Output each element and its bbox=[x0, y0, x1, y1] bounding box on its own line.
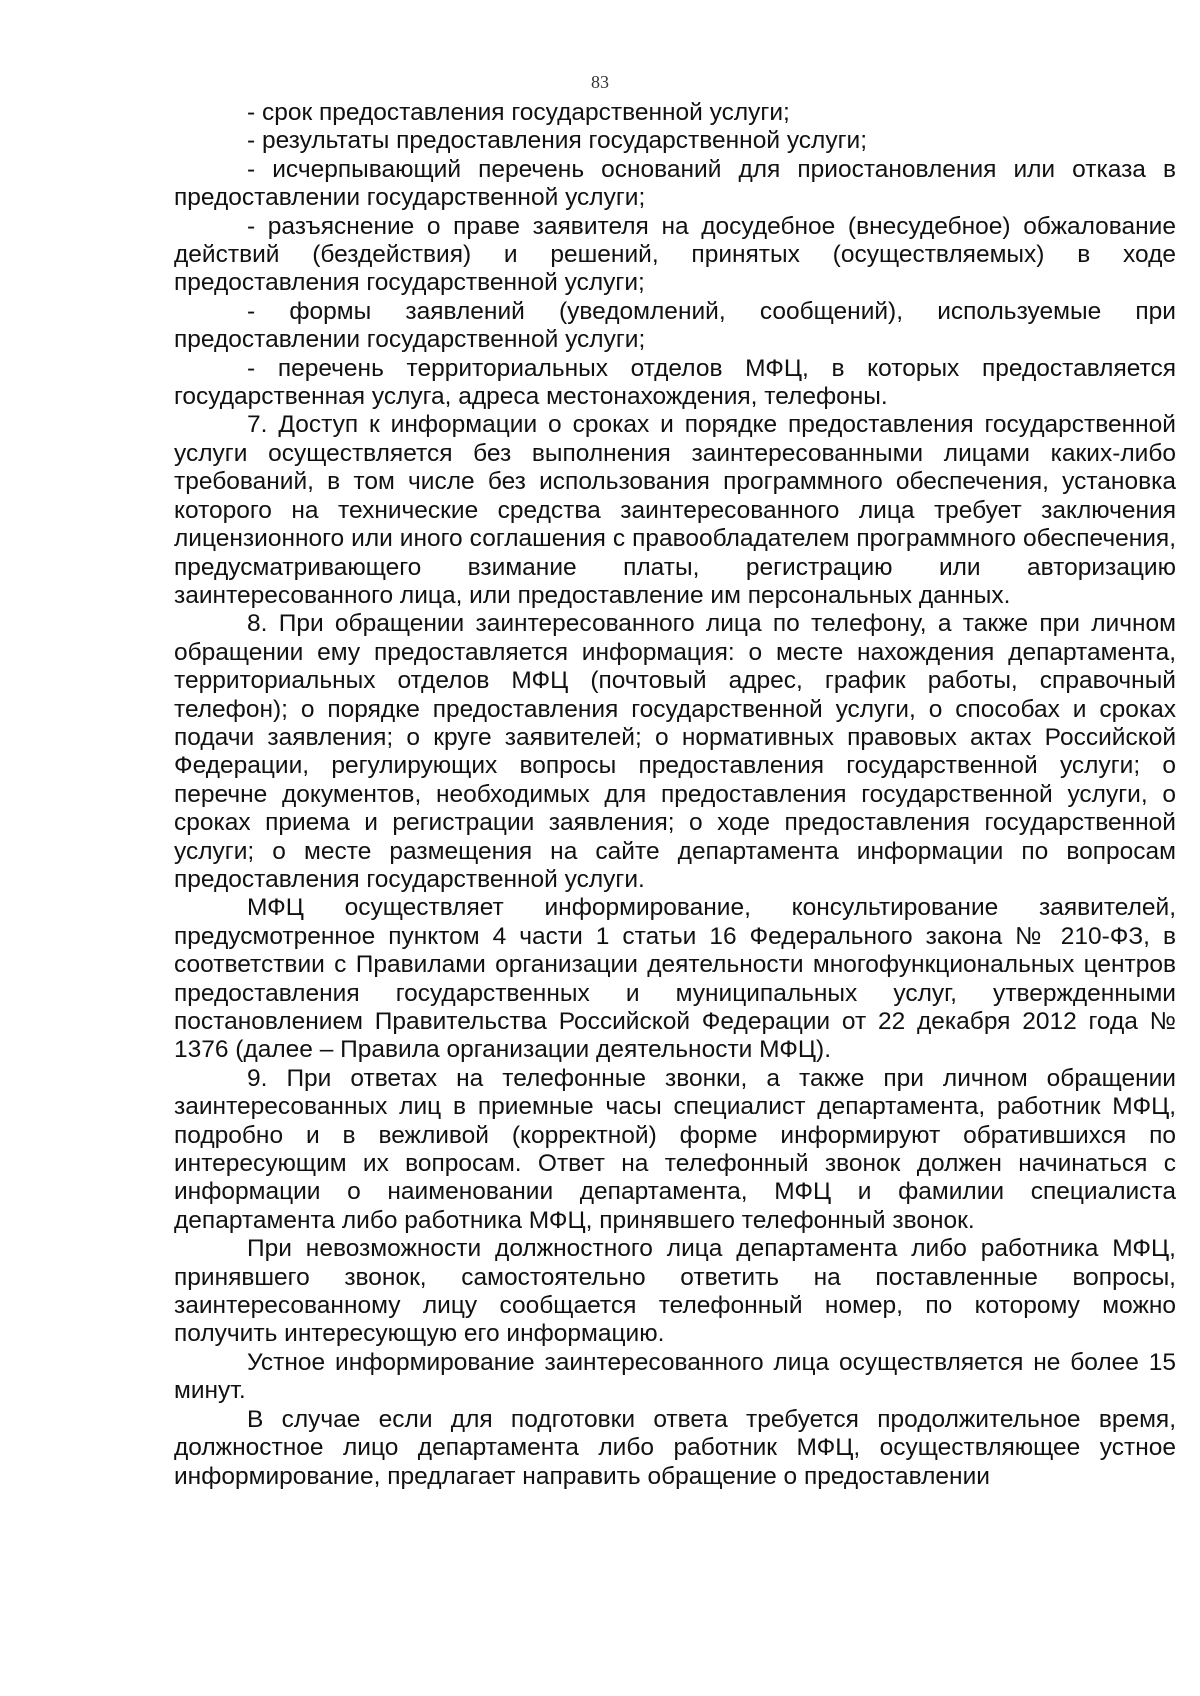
paragraph: - срок предоставления государственной услуги; bbox=[247, 99, 790, 126]
document-body bbox=[174, 99, 1176, 1491]
paragraph: 9. При ответах на телефонные звонки, а также при личном обращении заинтересованных лиц в приемные часы специалист департамента, работник МФЦ, подробно и в вежливой (корректной) форме информируют обратившихся по интересующим их вопросам. Ответ на телефонный звонок должен начинаться с информации о наименовании департамента, МФЦ и фамилии специалиста департамента либо работника МФЦ, принявшего телефонный звонок. bbox=[174, 1064, 1176, 1234]
paragraph: Устное информирование заинтересованного лица осуществляется не более 15 минут. bbox=[174, 1348, 1176, 1405]
paragraph: При невозможности должностного лица департамента либо работника МФЦ, принявшего звонок, самостоятельно ответить на поставленные вопросы, заинтересованному лицу сообщается телефонный номер, по которому можно получить интересующую его информацию. bbox=[174, 1235, 1176, 1348]
paragraph: - перечень территориальных отделов МФЦ, в которых предоставляется государственная услуга, адреса местонахождения, телефоны. bbox=[174, 354, 1176, 411]
paragraph: В случае если для подготовки ответа требуется продолжительное время, должностное лицо департамента либо работник МФЦ, осуществляющее устное информирование, предлагает направить обращение о предоставлении bbox=[174, 1405, 1176, 1490]
paragraph: 8. При обращении заинтересованного лица по телефону, а также при личном обращении ему предоставляется информация: о месте нахождения департамента, территориальных отделов МФЦ (почтовый адрес, график работы, справочный телефон); о порядке предоставления государственной услуги, о способах и сроках подачи заявления; о круге заявителей; о нормативных правовых актах Российской Федерации, регулирующих вопросы предоставления государственной услуги; о перечне документов, необходимых для предоставления государственной услуги, о сроках приема и регистрации заявления; о ходе предоставления государственной услуги; о месте размещения на сайте департамента информации по вопросам предоставления государственной услуги. bbox=[174, 610, 1176, 893]
paragraph: - разъяснение о праве заявителя на досудебное (внесудебное) обжалование действий (бездействия) и решений, принятых (осуществляемых) в ходе предоставления государственной услуги; bbox=[174, 212, 1176, 297]
paragraph: - результаты предоставления государственной услуги; bbox=[247, 127, 868, 155]
paragraph: 7. Доступ к информации о сроках и порядке предоставления государственной услуги осуществляется без выполнения заинтересованными лицами каких-либо требований, в том числе без использования программного обеспечения, установка которого на технические средства заинтересованного лица требует заключения лицензионного или иного соглашения с правообладателем программного обеспечения, предусматривающего взимание платы, регистрацию или авторизацию заинтересованного лица, или предоставление им персональных данных. bbox=[174, 411, 1176, 609]
paragraph: МФЦ осуществляет информирование, консультирование заявителей, предусмотренное пунктом 4 части 1 статьи 16 Федерального закона № 210-ФЗ, в соответствии с Правилами организации деятельности многофункциональных центров предоставления государственных и муниципальных услуг, утвержденными постановлением Правительства Российской Федерации от 22 декабря 2012 года № 1376 (далее – Правила организации деятельности МФЦ). bbox=[174, 894, 1176, 1064]
paragraph: - исчерпывающий перечень оснований для приостановления или отказа в предоставлении государственной услуги; bbox=[174, 155, 1176, 212]
page-number: 83 bbox=[591, 72, 609, 92]
paragraph: - формы заявлений (уведомлений, сообщений), используемые при предоставлении государственной услуги; bbox=[174, 297, 1176, 354]
